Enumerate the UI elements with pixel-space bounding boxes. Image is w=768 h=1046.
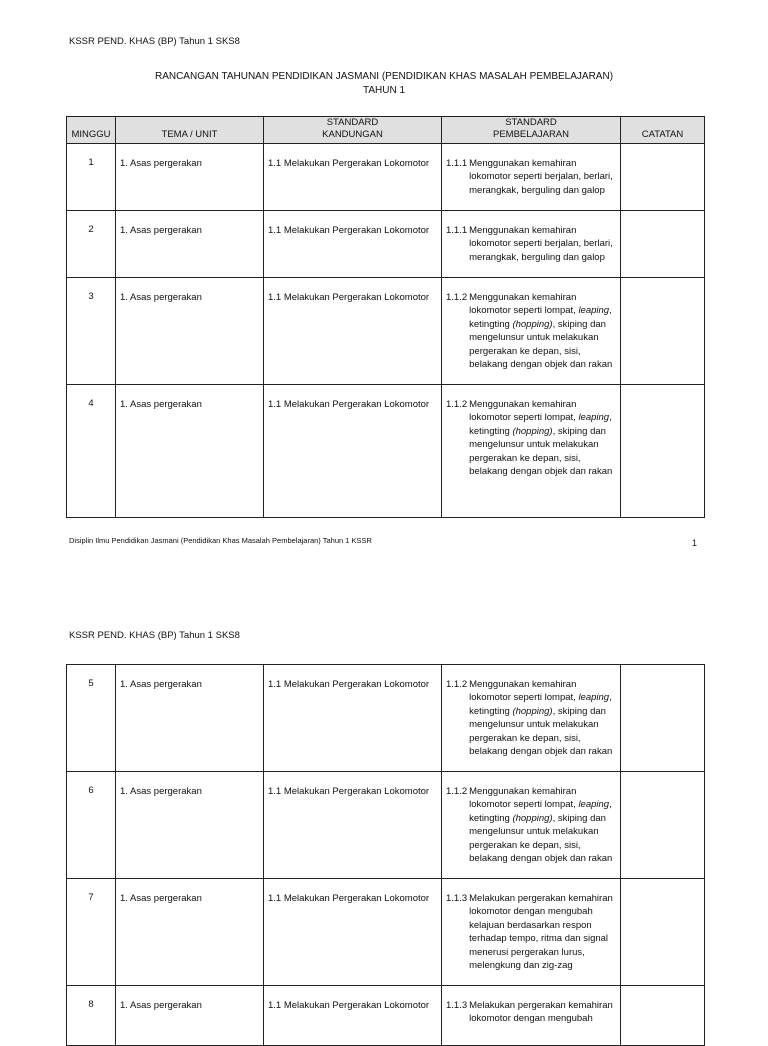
standard-description: Melakukan pergerakan kemahiran lokomotor dengan mengubah kelajuan berdasarkan respon terhadap tempo, ritma dan signal menerusi pergerakan lurus, melengkung dan zig-zag (469, 893, 613, 972)
standard-description: Menggunakan kemahiran lokomotor seperti lompat, leaping, ketingting (hopping), skiping dan mengelunsur untuk melakukan pergerakan ke depan, sisi, belakang dengan objek dan rakan (469, 786, 613, 865)
standard-pembelajaran-cell (442, 772, 621, 879)
week-number: 2 (67, 211, 116, 278)
catatan-cell (621, 144, 705, 211)
standard-pembelajaran-cell (442, 211, 621, 278)
standard-kandungan-cell: 1.1 Melakukan Pergerakan Lokomotor (264, 772, 442, 879)
catatan-cell (621, 879, 705, 986)
standard-pembelajaran-cell (442, 278, 621, 385)
standard-pembelajaran-cell (442, 879, 621, 986)
page-header: KSSR PEND. KHAS (BP) Tahun 1 SKS8 (69, 630, 240, 641)
table-row (67, 879, 705, 986)
standard-code: 1.1.2 (446, 292, 468, 303)
tema-cell: 1. Asas pergerakan (116, 278, 264, 385)
table-row (67, 986, 705, 1046)
tema-cell: 1. Asas pergerakan (116, 665, 264, 772)
standard-description: Menggunakan kemahiran lokomotor seperti lompat, leaping, ketingting (hopping), skiping dan mengelunsur untuk melakukan pergerakan ke depan, sisi, belakang dengan objek dan rakan (469, 679, 613, 758)
standard-pembelajaran-cell (442, 144, 621, 211)
catatan-cell (621, 665, 705, 772)
catatan-cell (621, 385, 705, 518)
col-header-standard-kandungan: STANDARD KANDUNGAN (264, 117, 442, 144)
week-number: 1 (67, 144, 116, 211)
standard-kandungan-cell: 1.1 Melakukan Pergerakan Lokomotor (264, 278, 442, 385)
col-header-catatan: CATATAN (621, 117, 705, 144)
tema-cell: 1. Asas pergerakan (116, 144, 264, 211)
tema-cell: 1. Asas pergerakan (116, 211, 264, 278)
page-header: KSSR PEND. KHAS (BP) Tahun 1 SKS8 (69, 36, 240, 47)
col-header-minggu: MINGGU (67, 117, 116, 144)
standard-kandungan-cell: 1.1 Melakukan Pergerakan Lokomotor (264, 879, 442, 986)
standard-kandungan-cell: 1.1 Melakukan Pergerakan Lokomotor (264, 986, 442, 1046)
standard-description: Melakukan pergerakan kemahiran lokomotor dengan mengubah (469, 1000, 613, 1025)
week-number: 6 (67, 772, 116, 879)
standard-kandungan-cell: 1.1 Melakukan Pergerakan Lokomotor (264, 211, 442, 278)
catatan-cell (621, 278, 705, 385)
week-number: 3 (67, 278, 116, 385)
standard-pembelajaran-cell (442, 986, 621, 1046)
week-number: 8 (67, 986, 116, 1046)
plan-table-page-1 (66, 116, 705, 518)
title-line-2: TAHUN 1 (362, 85, 406, 96)
title-line-1: RANCANGAN TAHUNAN PENDIDIKAN JASMANI (PENDIDIKAN KHAS MASALAH PEMBELAJARAN) (154, 71, 614, 82)
standard-code: 1.1.3 (446, 1000, 468, 1011)
standard-code: 1.1.2 (446, 399, 468, 410)
tema-cell: 1. Asas pergerakan (116, 986, 264, 1046)
standard-description: Menggunakan kemahiran lokomotor seperti berjalan, berlari, merangkak, berguling dan galop (469, 158, 613, 196)
week-number: 5 (67, 665, 116, 772)
table-header-row (67, 117, 705, 144)
catatan-cell (621, 986, 705, 1046)
standard-pembelajaran-cell (442, 665, 621, 772)
tema-cell: 1. Asas pergerakan (116, 772, 264, 879)
standard-kandungan-cell: 1.1 Melakukan Pergerakan Lokomotor (264, 144, 442, 211)
document-title (0, 70, 768, 98)
table-row (67, 772, 705, 879)
table-row (67, 211, 705, 278)
table-row (67, 665, 705, 772)
table-row (67, 278, 705, 385)
standard-description: Menggunakan kemahiran lokomotor seperti lompat, leaping, ketingting (hopping), skiping dan mengelunsur untuk melakukan pergerakan ke depan, sisi, belakang dengan objek dan rakan (469, 292, 613, 371)
table-row (67, 385, 705, 518)
week-number: 4 (67, 385, 116, 518)
standard-kandungan-cell: 1.1 Melakukan Pergerakan Lokomotor (264, 385, 442, 518)
standard-kandungan-cell: 1.1 Melakukan Pergerakan Lokomotor (264, 665, 442, 772)
standard-description: Menggunakan kemahiran lokomotor seperti lompat, leaping, ketingting (hopping), skiping dan mengelunsur untuk melakukan pergerakan ke depan, sisi, belakang dengan objek dan rakan (469, 399, 613, 478)
page-footer: Disiplin Ilmu Pendidikan Jasmani (Pendidikan Khas Masalah Pembelajaran) Tahun 1 KSSR (69, 536, 372, 545)
catatan-cell (621, 211, 705, 278)
tema-cell: 1. Asas pergerakan (116, 879, 264, 986)
standard-pembelajaran-cell (442, 385, 621, 518)
plan-table-page-2 (66, 664, 705, 1046)
catatan-cell (621, 772, 705, 879)
standard-code: 1.1.3 (446, 893, 468, 904)
standard-code: 1.1.1 (446, 158, 468, 169)
standard-code: 1.1.1 (446, 225, 468, 236)
tema-cell: 1. Asas pergerakan (116, 385, 264, 518)
col-header-standard-pembelajaran: STANDARD PEMBELAJARAN (442, 117, 621, 144)
table-row (67, 144, 705, 211)
standard-code: 1.1.2 (446, 679, 468, 690)
week-number: 7 (67, 879, 116, 986)
standard-description: Menggunakan kemahiran lokomotor seperti berjalan, berlari, merangkak, berguling dan galop (469, 225, 613, 263)
standard-code: 1.1.2 (446, 786, 468, 797)
col-header-tema: TEMA / UNIT (116, 117, 264, 144)
page-number: 1 (691, 538, 697, 548)
